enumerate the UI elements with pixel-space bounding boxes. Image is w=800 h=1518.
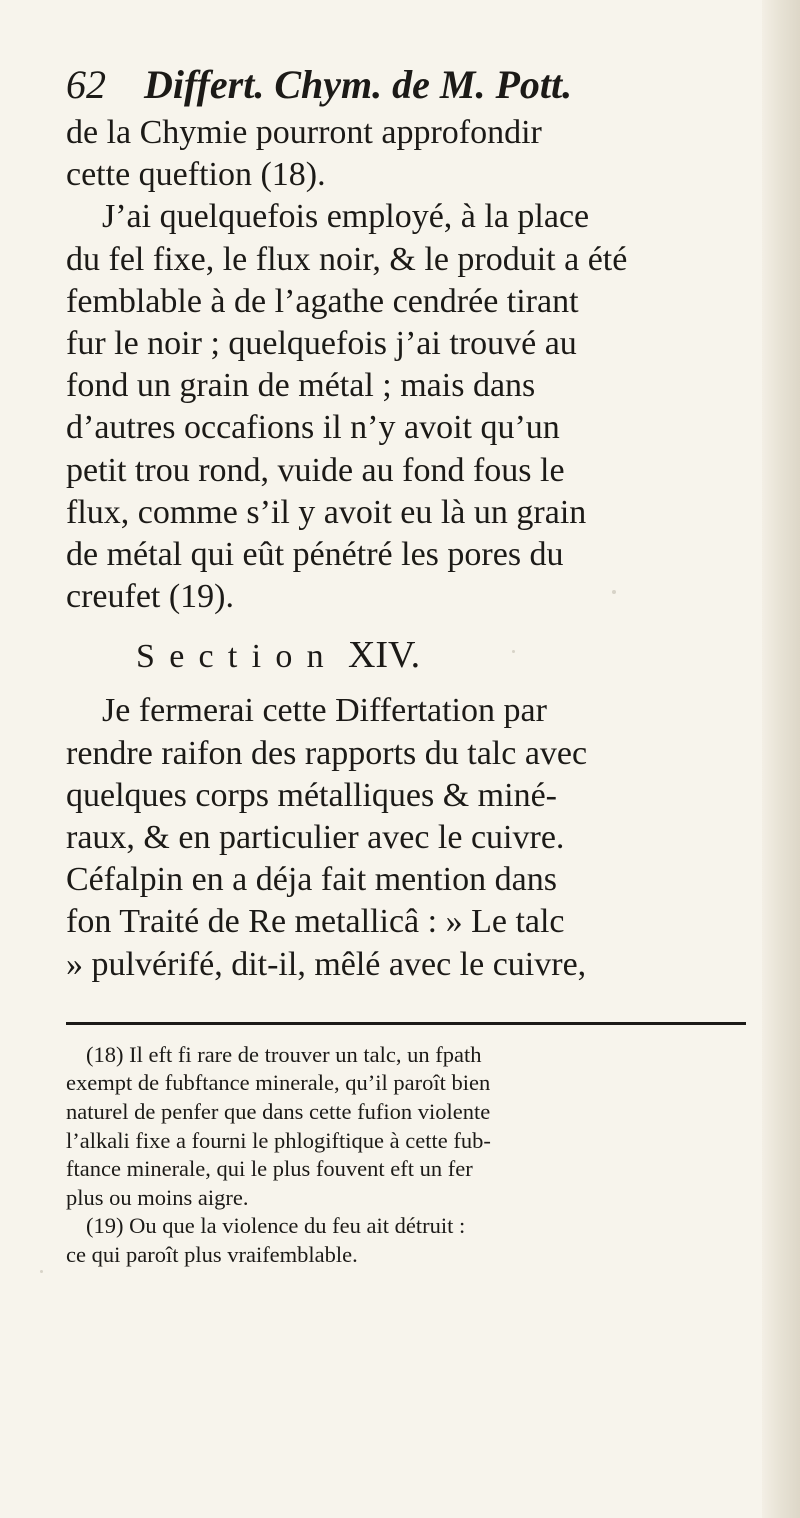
text-line: quelques corps métalliques & miné-	[66, 776, 557, 814]
page-edge-shadow	[762, 0, 800, 1518]
text-line: Je fermerai cette Differtation par	[102, 692, 547, 730]
paper-speck	[512, 650, 515, 653]
text-line: fur le noir ; quelquefois j’ai trouvé au	[66, 325, 577, 363]
footnote-line: plus ou moins aigre.	[66, 1184, 249, 1210]
main-text	[66, 112, 746, 618]
section-heading	[66, 632, 746, 680]
footnote-line: l’alkali fixe a fourni le phlogiftique à cette fub-	[66, 1127, 491, 1153]
main-text-continued	[66, 690, 746, 985]
text-line: fon Traité de Re metallicâ : » Le talc	[66, 903, 565, 941]
text-line: creufet (19).	[66, 578, 235, 616]
paper-speck	[40, 1270, 43, 1273]
running-head	[66, 62, 746, 108]
footnote-rule	[66, 1022, 746, 1025]
text-line: » pulvérifé, dit-il, mêlé avec le cuivre,	[66, 945, 587, 983]
text-line: d’autres occafions il n’y avoit qu’un	[66, 409, 560, 447]
text-line: de métal qui eût pénétré les pores du	[66, 536, 564, 574]
page-number: 62	[66, 62, 106, 107]
text-line: de la Chymie pourront approfondir	[66, 114, 542, 151]
running-title: Differt. Chym. de M. Pott.	[144, 62, 573, 107]
footnote-line: ftance minerale, qui le plus fouvent eft un fer	[66, 1156, 473, 1182]
text-line: fond un grain de métal ; mais dans	[66, 367, 536, 405]
text-line: Céfalpin en a déja fait mention dans	[66, 861, 557, 899]
text-line: raux, & en particulier avec le cuivre.	[66, 819, 565, 857]
footnote-line: ce qui paroît plus vraifemblable.	[66, 1242, 358, 1268]
text-line: petit trou rond, vuide au fond fous le	[66, 451, 565, 489]
footnote-line: (19) Ou que la violence du feu ait détruit :	[86, 1213, 466, 1239]
footnotes	[66, 1041, 746, 1270]
footnote-line: (18) Il eft fi rare de trouver un talc, un fpath	[86, 1041, 482, 1067]
section-word: Section	[136, 638, 338, 676]
text-line: J’ai quelquefois employé, à la place	[102, 198, 590, 236]
footnote-line: naturel de penfer que dans cette fufion violente	[66, 1099, 491, 1125]
book-page	[66, 62, 746, 1270]
text-line: flux, comme s’il y avoit eu là un grain	[66, 493, 587, 531]
footnote-line: exempt de fubftance minerale, qu’il paroît bien	[66, 1070, 491, 1096]
section-number: XIV.	[347, 634, 421, 677]
text-line: femblable à de l’agathe cendrée tirant	[66, 282, 579, 320]
text-line: cette queftion (18).	[66, 156, 326, 194]
text-line: rendre raifon des rapports du talc avec	[66, 734, 588, 772]
text-line: du fel fixe, le flux noir, & le produit a été	[66, 240, 628, 278]
paper-speck	[612, 590, 616, 594]
